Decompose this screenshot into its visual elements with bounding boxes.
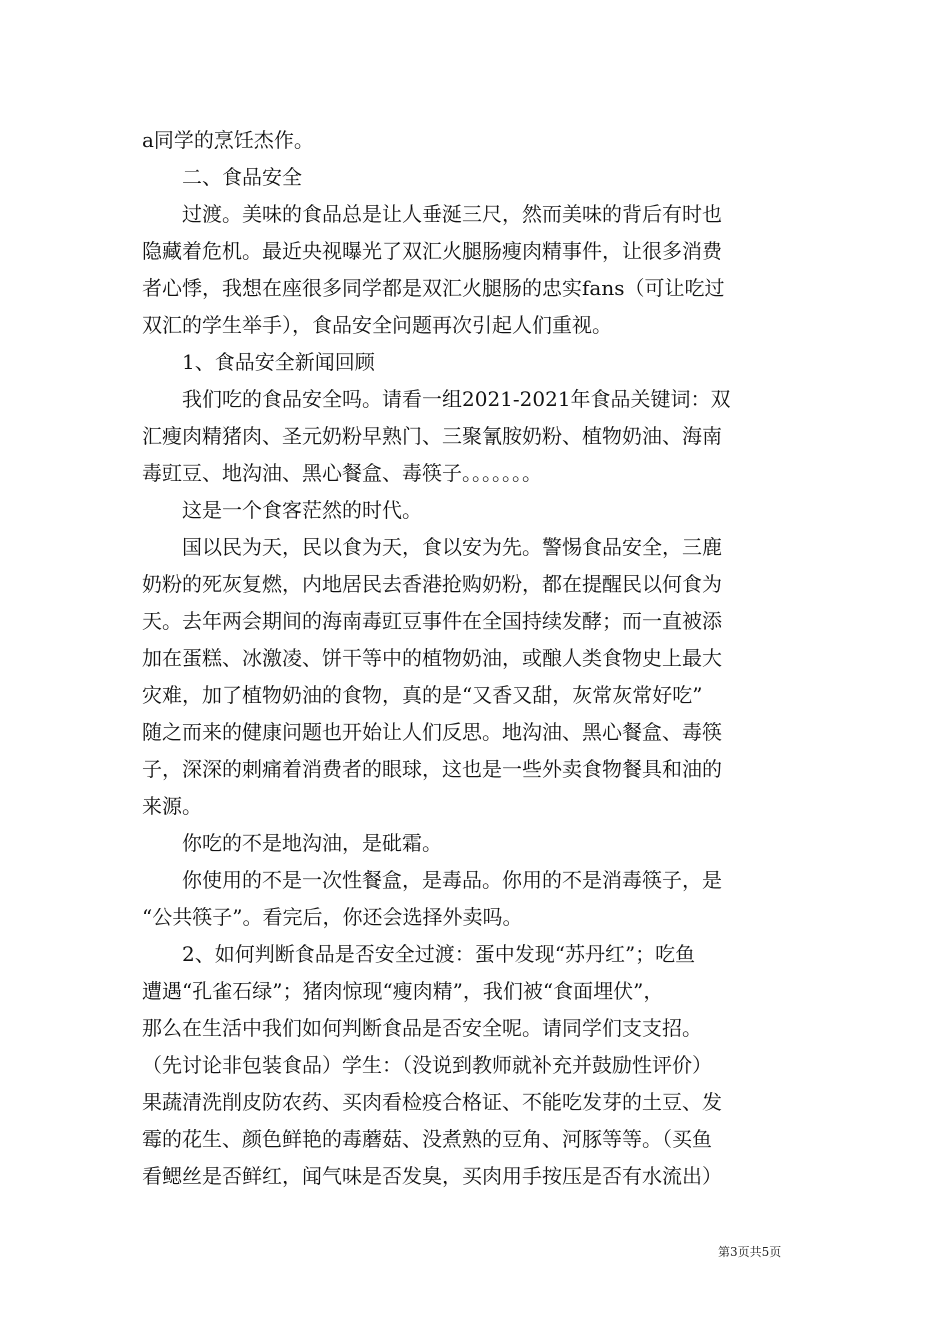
text-line: 看鳃丝是否鲜红，闻气味是否发臭，买肉用手按压是否有水流出）: [142, 1164, 722, 1188]
text-line: 这是一个食客茫然的时代。: [142, 498, 422, 522]
text-line: 灾难，加了植物奶油的食物，真的是“又香又甜，灰常灰常好吃”: [142, 683, 703, 707]
text-line: 国以民为天，民以食为天，食以安为先。警惕食品安全，三鹿: [142, 535, 722, 559]
text-line: 天。去年两会期间的海南毒豇豆事件在全国持续发酵；而一直被添: [142, 609, 722, 633]
text-line: 果蔬清洗削皮防农药、买肉看检疫合格证、不能吃发芽的土豆、发: [142, 1090, 722, 1114]
page-number-footer: 第3页共5页: [718, 1245, 782, 1259]
section-heading: 二、食品安全: [142, 165, 302, 189]
text-line: 者心悸，我想在座很多同学都是双汇火腿肠的忠实fans（可让吃过: [142, 276, 725, 300]
text-line: 双汇的学生举手），食品安全问题再次引起人们重视。: [142, 313, 612, 337]
text-line: 过渡。美味的食品总是让人垂涎三尺，然而美味的背后有时也: [142, 202, 722, 226]
text-line: 随之而来的健康问题也开始让人们反思。地沟油、黑心餐盒、毒筷: [142, 720, 722, 744]
text-line: 加在蛋糕、冰激凌、饼干等中的植物奶油，或酿人类食物史上最大: [142, 646, 722, 670]
text-line: （先讨论非包装食品）学生：（没说到教师就补充并鼓励性评价）: [142, 1053, 712, 1077]
text-line: 遭遇“孔雀石绿”；猪肉惊现“瘦肉精”，我们被“食面埋伏”，: [142, 979, 664, 1003]
text-line: 汇瘦肉精猪肉、圣元奶粉早熟门、三聚氰胺奶粉、植物奶油、海南: [142, 424, 722, 448]
text-line: 奶粉的死灰复燃，内地居民去香港抢购奶粉，都在提醒民以何食为: [142, 572, 722, 596]
text-line: “公共筷子”。看完后，你还会选择外卖吗。: [142, 905, 523, 929]
text-line: 你吃的不是地沟油，是砒霜。: [142, 831, 442, 855]
subsection-heading: 2、如何判断食品是否安全过渡：蛋中发现“苏丹红”；吃鱼: [142, 942, 696, 966]
text-line: 毒豇豆、地沟油、黑心餐盒、毒筷子。。。。。。。: [142, 461, 542, 485]
document-body: [142, 122, 808, 1195]
text-line: 我们吃的食品安全吗。请看一组2021-2021年食品关键词：双: [142, 387, 731, 411]
text-line: 隐藏着危机。最近央视曝光了双汇火腿肠瘦肉精事件，让很多消费: [142, 239, 722, 263]
text-line: 来源。: [142, 794, 202, 818]
text-line: 子，深深的刺痛着消费者的眼球，这也是一些外卖食物餐具和油的: [142, 757, 722, 781]
text-line: 你使用的不是一次性餐盒，是毒品。你用的不是消毒筷子，是: [142, 868, 722, 892]
text-line: 霉的花生、颜色鲜艳的毒蘑菇、没煮熟的豆角、河豚等等。（买鱼: [142, 1127, 712, 1151]
subsection-heading: 1、食品安全新闻回顾: [142, 350, 375, 374]
text-line: 那么在生活中我们如何判断食品是否安全呢。请同学们支支招。: [142, 1016, 702, 1040]
text-line: a同学的烹饪杰作。: [142, 128, 314, 152]
